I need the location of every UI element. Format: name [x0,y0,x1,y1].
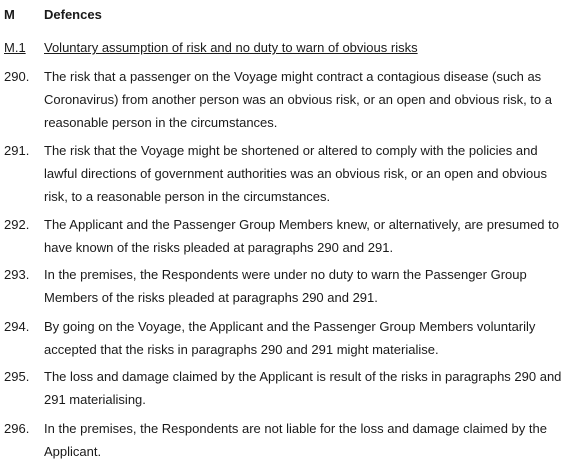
section-letter: M [4,7,15,22]
paragraph-number: 295. [4,369,30,384]
paragraph-text: The Applicant and the Passenger Group Members knew, or alternatively, are presumed to have known of the risks pleaded at paragraphs 290 and 291. [44,217,559,255]
paragraph-number: 291. [4,143,30,158]
paragraph-text: The risk that a passenger on the Voyage might contract a contagious disease (such as Coronavirus) from another person was an obvious risk, or an open and obvious risk, to a reasonable person in the circumstances. [44,69,552,130]
paragraph-number: 296. [4,421,30,436]
paragraph-296 [4,417,564,463]
subsection-number: M.1 [4,40,26,55]
paragraph-text: By going on the Voyage, the Applicant and the Passenger Group Members voluntarily accepted that the risks in paragraphs 290 and 291 might materialise. [44,319,536,357]
paragraph-number: 290. [4,69,30,84]
section-title: Defences [44,7,102,22]
paragraph-295 [4,365,564,411]
paragraph-294 [4,315,564,361]
paragraph-text: In the premises, the Respondents are not liable for the loss and damage claimed by the Applicant. [44,421,547,459]
paragraph-text: In the premises, the Respondents were under no duty to warn the Passenger Group Members of the risks pleaded at paragraphs 290 and 291. [44,267,527,305]
section-heading [4,6,102,24]
paragraph-number: 293. [4,267,30,282]
subsection-heading [4,39,418,57]
paragraph-293 [4,263,564,309]
paragraph-291 [4,139,564,208]
paragraph-number: 294. [4,319,30,334]
paragraph-text: The loss and damage claimed by the Applicant is result of the risks in paragraphs 290 and 291 materialising. [44,369,562,407]
paragraph-290 [4,65,564,134]
subsection-title: Voluntary assumption of risk and no duty to warn of obvious risks [44,40,418,55]
paragraph-number: 292. [4,217,30,232]
paragraph-292 [4,213,564,259]
paragraph-text: The risk that the Voyage might be shortened or altered to comply with the policies and lawful directions of government authorities was an obvious risk, or an open and obvious risk, to a reasonable person in the circumstances. [44,143,547,204]
